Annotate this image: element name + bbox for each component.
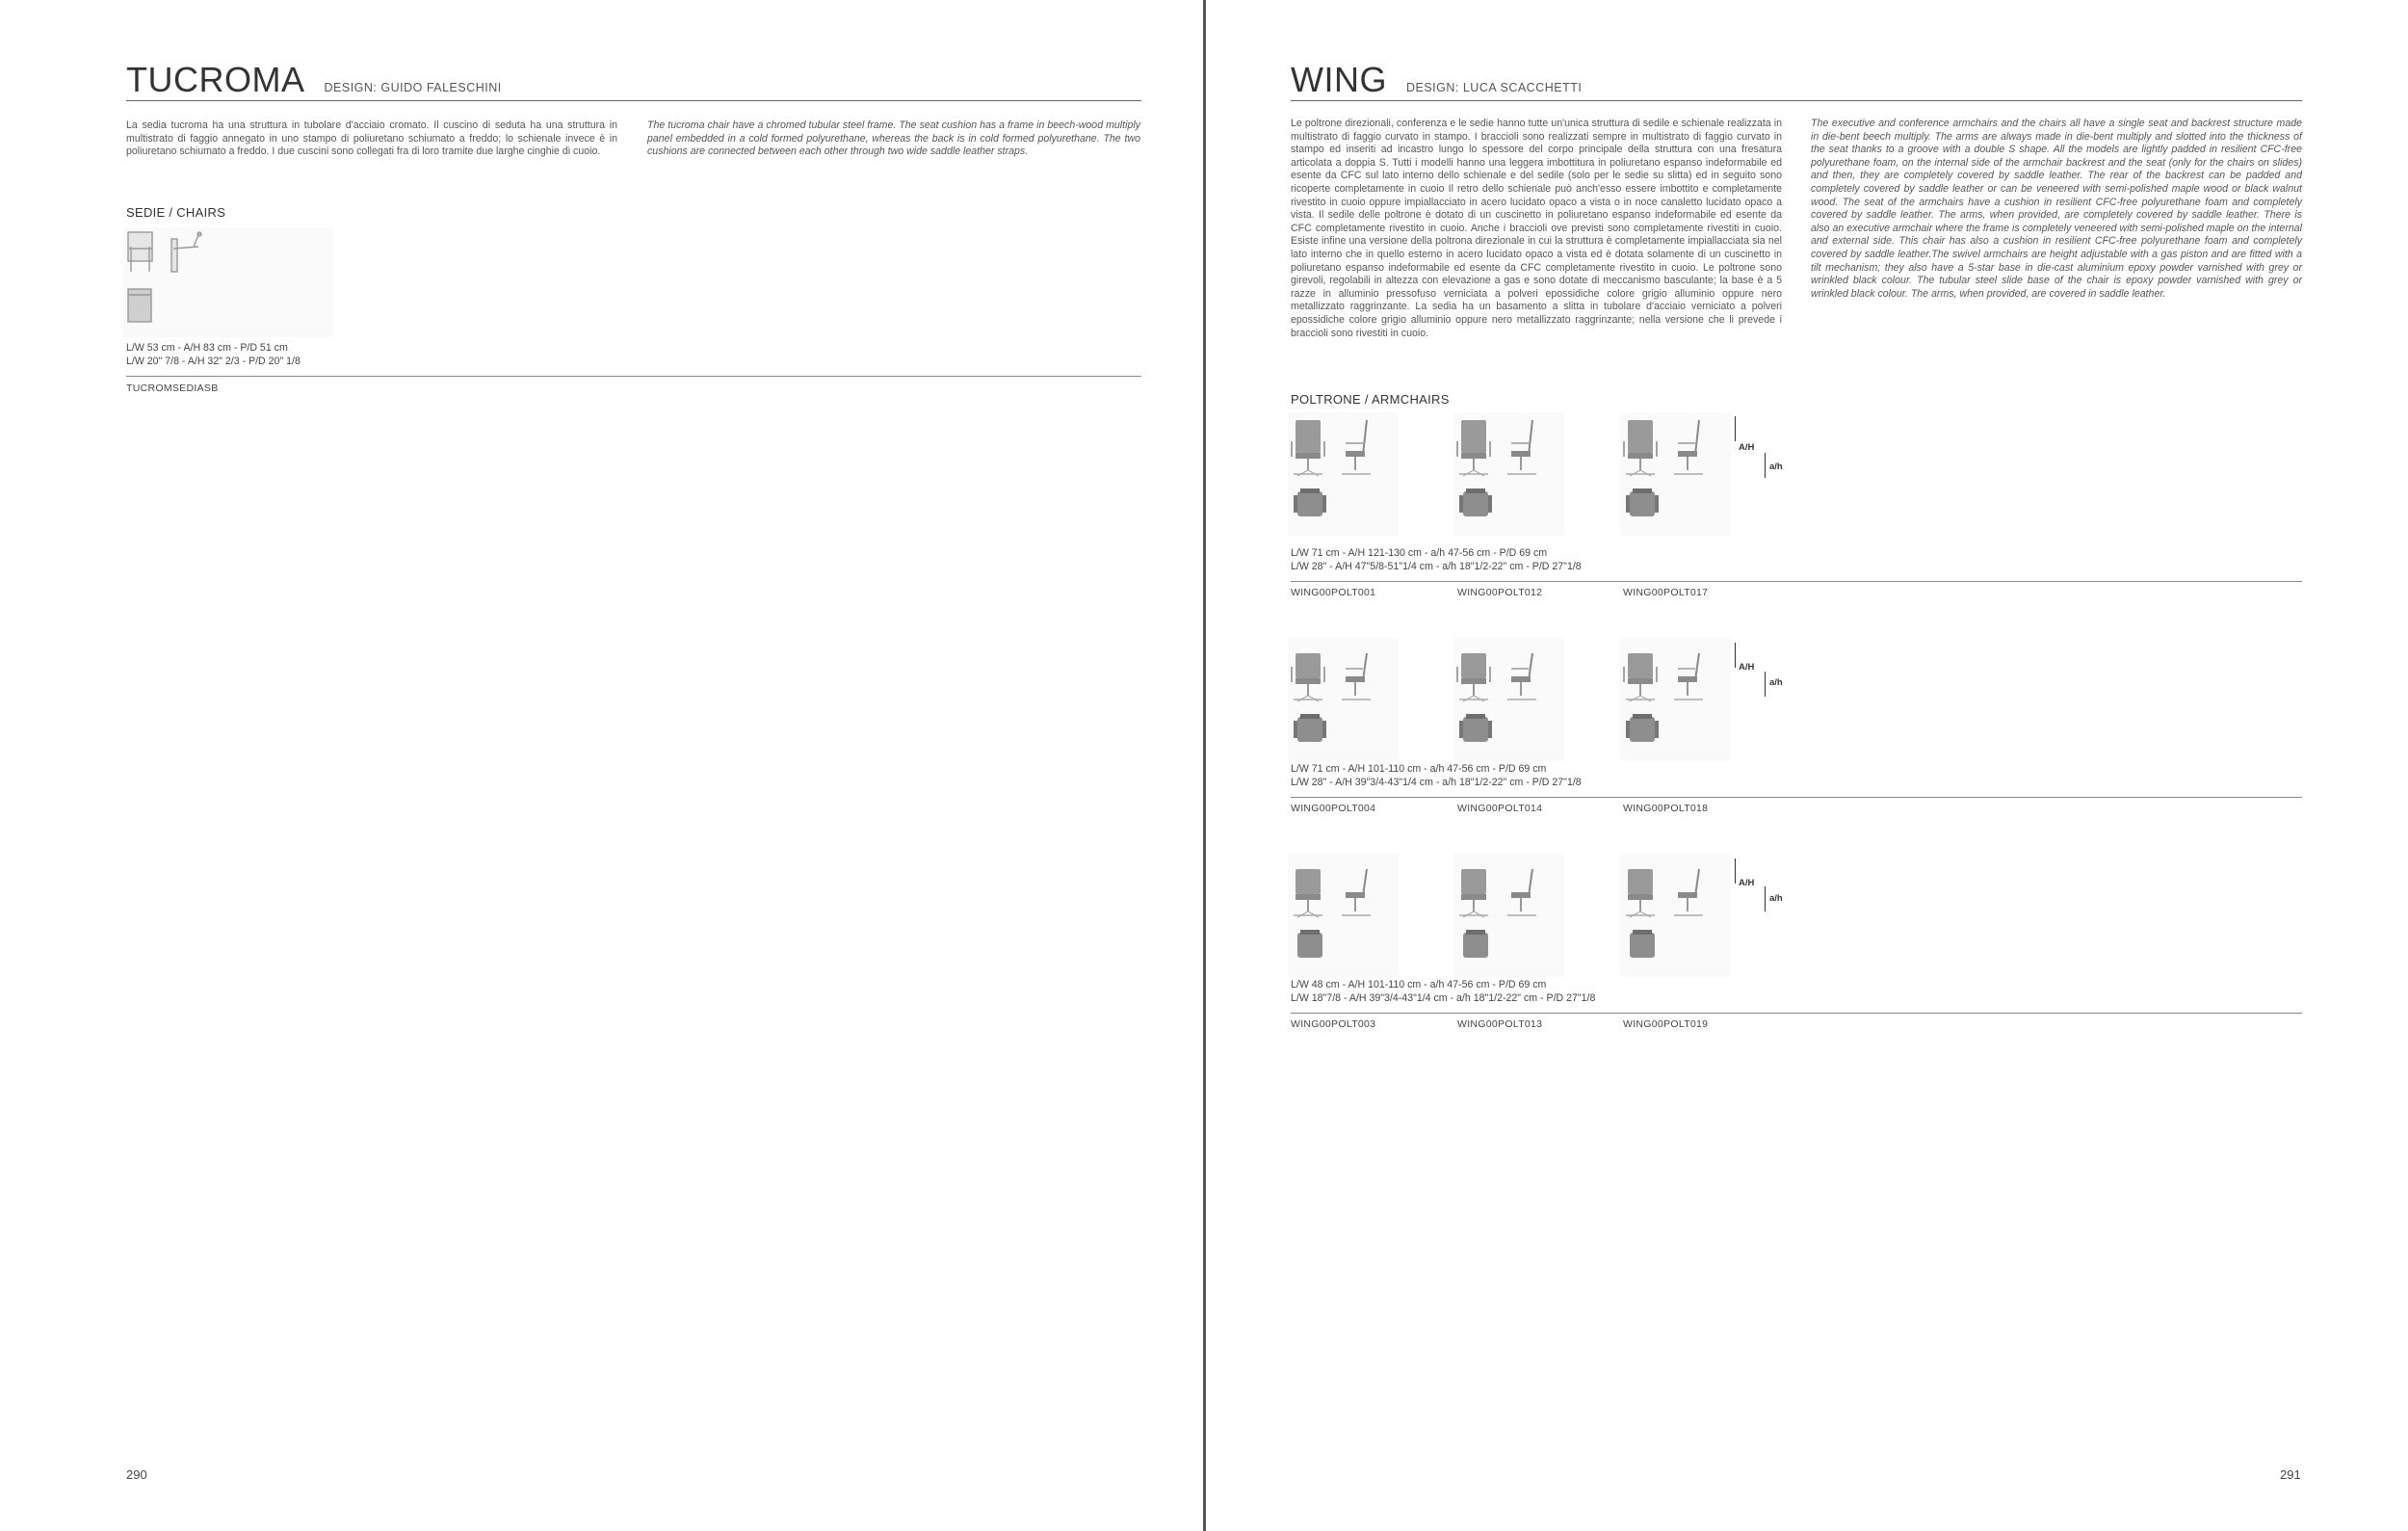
- title-rule: [126, 100, 1141, 101]
- description-english: The tucroma chair have a chromed tubular steel frame. The seat cushion has a frame in beech-wood multiply panel embedded in a cold formed polyurethane, whereas the back is in cold formed polyurethane. The two cushions are connected between each other through two wide saddle leather straps.: [647, 119, 1140, 158]
- height-tick: [1735, 858, 1736, 884]
- designer-credit: DESIGN: GUIDO FALESCHINI: [324, 81, 502, 94]
- armchair-drawing-4: [1288, 638, 1399, 761]
- page-number: 291: [2280, 1467, 2301, 1482]
- designer-credit: DESIGN: LUCA SCACCHETTI: [1405, 81, 1583, 94]
- armchair-icon: [1453, 638, 1564, 761]
- dimensions: [1291, 547, 1582, 574]
- dims-rule: [1291, 1013, 2302, 1014]
- chair-icon: [123, 227, 333, 337]
- label-AH: A/H: [1739, 662, 1755, 673]
- product-code: WING00POLT012: [1457, 587, 1543, 598]
- dims-rule: [126, 376, 1141, 377]
- armchair-drawing-2: [1453, 412, 1564, 536]
- product-code: WING00POLT001: [1291, 587, 1376, 598]
- armchair-icon: [1288, 412, 1399, 536]
- section-heading: POLTRONE / ARMCHAIRS: [1291, 392, 1450, 407]
- label-ah: a/h: [1769, 462, 1783, 472]
- armchair-icon: [1620, 854, 1731, 977]
- dimensions-cm: L/W 53 cm - A/H 83 cm - P/D 51 cm: [126, 342, 288, 354]
- armchair-drawing-1: [1288, 412, 1399, 536]
- armchair-drawing-7: [1288, 854, 1399, 977]
- armchair-icon: [1620, 412, 1731, 536]
- product-code: WING00POLT014: [1457, 803, 1543, 814]
- description-italian: La sedia tucroma ha una struttura in tubolare d'acciaio cromato. Il cuscino di seduta ha una struttura in multistrato di faggio annegato in uno stampo di poliuretano schiumato a freddo; lo schienale invece è in poliuretano schiumato a freddo. I due cuscini sono collegati fra di loro tramite due larghe cinghie di cuoio.: [126, 119, 617, 158]
- title-row: [126, 60, 502, 100]
- title-rule: [1291, 100, 2302, 101]
- product-title: WING: [1291, 60, 1387, 99]
- height-tick: [1735, 416, 1736, 441]
- label-ah: a/h: [1769, 677, 1783, 688]
- armchair-drawing-5: [1453, 638, 1564, 761]
- dimensions-cm: L/W 71 cm - A/H 121-130 cm - a/h 47-56 cm - P/D 69 cm: [1291, 547, 1548, 559]
- dims-rule: [1291, 581, 2302, 582]
- seat-tick: [1765, 453, 1766, 478]
- dimensions-in: L/W 28" - A/H 39"3/4-43"1/4 cm - a/h 18"1/2-22" cm - P/D 27"1/8: [1291, 776, 1582, 788]
- seat-tick: [1765, 672, 1766, 697]
- label-ah: a/h: [1769, 893, 1783, 904]
- product-code: WING00POLT018: [1623, 803, 1709, 814]
- label-AH: A/H: [1739, 878, 1755, 888]
- seat-tick: [1765, 886, 1766, 911]
- armchair-drawing-9: [1620, 854, 1731, 977]
- product-code: WING00POLT003: [1291, 1018, 1376, 1030]
- dimensions: [1291, 763, 1582, 790]
- title-row: [1291, 60, 1582, 100]
- label-AH: A/H: [1739, 442, 1755, 453]
- description-english: The executive and conference armchairs and the chairs all have a single seat and backrest structure made in die-bent beech multiply. The arms are always made in die-bent multiply and slotted into the thickness of the seat thanks to a groove with a double S shape. All the models are lightly padded in resilient CFC-free polyurethane foam, on the internal side of the armchair backrest and the seat (only for the chairs on slides) and then, they are completely covered by saddle leather. The rear of the backrest can be padded and completely covered by saddle leather or can be veneered with semi-polished maple wood or black walnut wood. The seat of the armchairs have a cushion in resilient CFC-free polyurethane foam and completely covered by saddle leather. The arms, when provided, are completely covered by saddle leather. There is also an executive armchair where the frame is completely veneered with semi-polished maple on the internal and external side. This chair has also a cushion in resilient CFC-free polyurethane foam and completely covered by saddle leather.The swivel armchairs are height adjustable with a gas piston and are fitted with a tilt mechanism; they also have a 5-star base in die-cast aluminium epoxy powder varnished with grey or wrinkled black colour. The tubular steel slide base of the chair is epoxy powder varnished with grey or wrinkled black colour. The arms, when provided, are covered in saddle leather.: [1811, 118, 2302, 300]
- product-code: WING00POLT019: [1623, 1018, 1709, 1030]
- armchair-drawing-6: [1620, 638, 1731, 761]
- armchair-icon: [1288, 638, 1399, 761]
- dimensions-in: L/W 20" 7/8 - A/H 32" 2/3 - P/D 20" 1/8: [126, 355, 301, 367]
- product-code: WING00POLT013: [1457, 1018, 1543, 1030]
- dimensions-in: L/W 28" - A/H 47"5/8-51"1/4 cm - a/h 18"1/2-22" cm - P/D 27"1/8: [1291, 560, 1582, 572]
- page-number: 290: [126, 1467, 147, 1482]
- armchair-icon: [1620, 638, 1731, 761]
- armchair-drawing-8: [1453, 854, 1564, 977]
- product-code: WING00POLT004: [1291, 803, 1376, 814]
- right-page: [1207, 0, 2408, 1531]
- page-spine: [1203, 0, 1206, 1531]
- dimensions: [1291, 979, 1595, 1006]
- armchair-drawing-3: [1620, 412, 1731, 536]
- armchair-icon: [1453, 854, 1564, 977]
- dims-rule: [1291, 797, 2302, 798]
- product-title: TUCROMA: [126, 60, 305, 99]
- product-code: TUCROMSEDIASB: [126, 383, 219, 394]
- product-code: WING00POLT017: [1623, 587, 1709, 598]
- dimensions: [126, 342, 301, 369]
- section-heading: SEDIE / CHAIRS: [126, 205, 226, 220]
- product-drawing-tucroma: [123, 227, 333, 337]
- dimensions-cm: L/W 71 cm - A/H 101-110 cm - a/h 47-56 cm - P/D 69 cm: [1291, 763, 1547, 775]
- dimensions-cm: L/W 48 cm - A/H 101-110 cm - a/h 47-56 cm - P/D 69 cm: [1291, 979, 1547, 990]
- armchair-icon: [1288, 854, 1399, 977]
- description-italian: Le poltrone direzionali, conferenza e le sedie hanno tutte un'unica struttura di sedile e schienale realizzata in multistrato di faggio curvato in stampo. I braccioli sono realizzati sempre in multistrato di faggio curvato in stampo ed inseriti ad incastro lungo lo spessore del corpo principale della struttura con una fresatura articolata a doppia S. Tutti i modelli hanno una leggera imbottitura in poliuretano espanso indeformabile ed esente da CFC sul lato interno dello schienale e del sedile (solo per le sedie su slitta) ed in seguito sono ricoperte completamente in cuoio Il retro dello schienale può anch'esso essere imbottito e completamente rivestito in cuoio oppure impiallacciato in acero lucidato opaco a vista o in noce canaletto lucidato opaco a vista. Il sedile delle poltrone è dotato di un cuscinetto in poliuretano espanso indeformabile ed esente da CFC completamente rivestito in cuoio. Anche i braccioli ove previsti sono completamente rivestiti in cuoio. Esiste infine una versione della poltrona direzionale in cui la struttura è completamente impiallacciata sia nel lato interno che in quello esterno in acero lucidato opaco a vista ed è dotata solamente di un cuscinetto in poliuretano espanso indeformabile ed esente da CFC completamente rivestito in cuoio. Le poltrone sono girevoli, regolabili in altezza con elevazione a gas e sono dotate di meccanismo basculante; la base è a 5 razze in alluminio pressofuso verniciata a polveri epossidiche colore grigio alluminio oppure nero metallizzato raggrinzante. La sedia ha un basamento a slitta in tubolare d'acciaio verniciato a polveri epossidiche colore grigio alluminio oppure nero metallizzato raggrinzante; nella versione che li prevede i braccioli sono rivestiti in cuoio.: [1291, 118, 1782, 339]
- dimensions-in: L/W 18"7/8 - A/H 39"3/4-43"1/4 cm - a/h 18"1/2-22" cm - P/D 27"1/8: [1291, 991, 1596, 1004]
- armchair-icon: [1453, 412, 1564, 536]
- height-tick: [1735, 643, 1736, 668]
